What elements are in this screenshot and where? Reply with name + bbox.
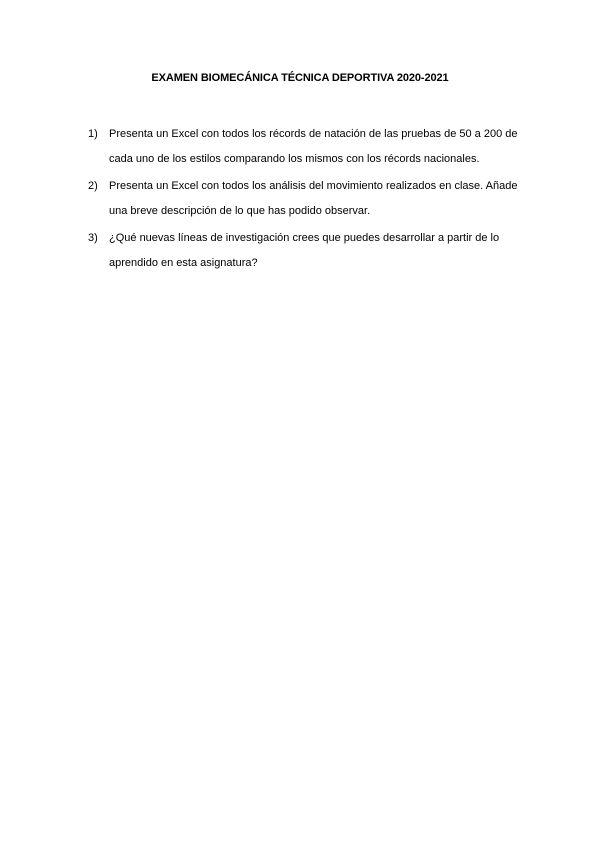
question-text: ¿Qué nuevas líneas de investigación crees que puedes desarrollar a partir de lo aprendido en esta asignatura? [109,232,500,269]
document-title: EXAMEN BIOMECÁNICA TÉCNICA DEPORTIVA 2020-2021 [151,72,449,84]
question-list [88,122,528,278]
question-number: 2) [88,180,98,192]
question-text: Presenta un Excel con todos los récords de natación de las pruebas de 50 a 200 de cada uno de los estilos comparando los mismos con los récords nacionales. [109,128,518,165]
question-number: 1) [88,128,98,140]
question-number: 3) [88,232,98,244]
question-item-1 [88,122,528,172]
question-item-2 [88,174,528,224]
question-item-3 [88,226,528,276]
question-text: Presenta un Excel con todos los análisis del movimiento realizados en clase. Añade una breve descripción de lo que has podido observar. [109,180,518,217]
